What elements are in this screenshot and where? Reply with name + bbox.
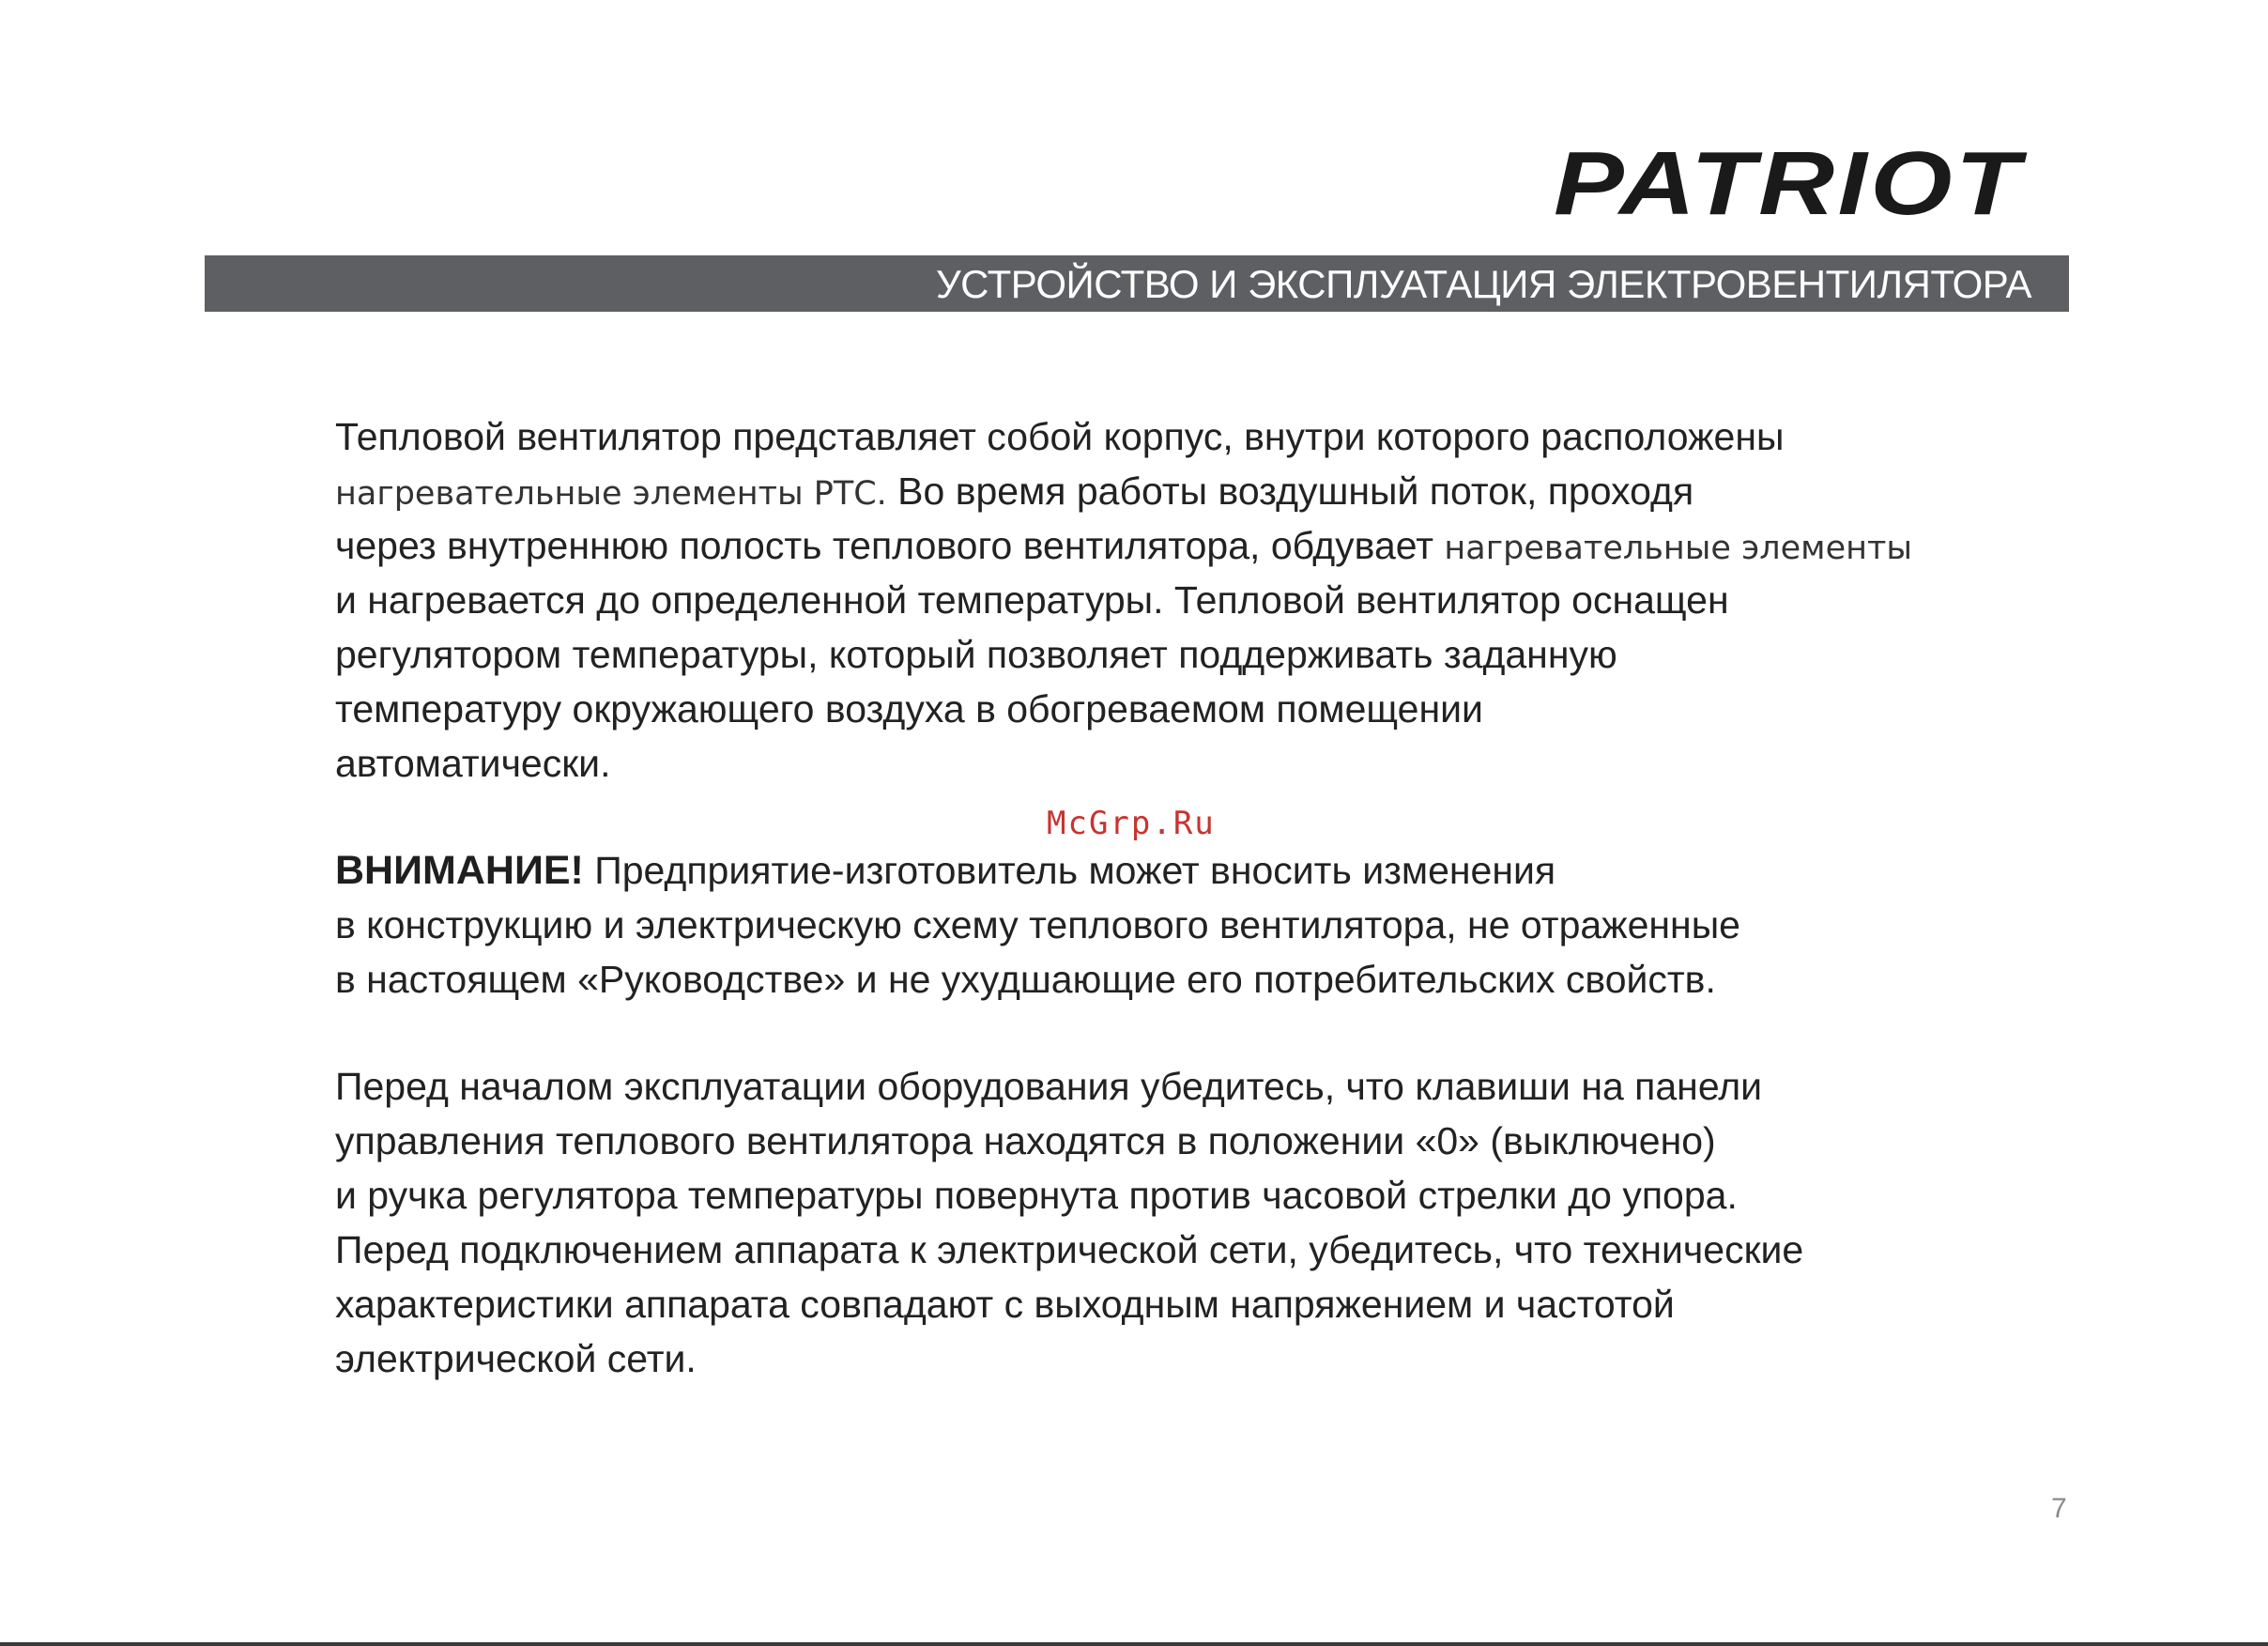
intro-line-3-start: через внутреннюю полость теплового вентилятора, обдувает [335,524,1445,567]
patriot-logo-image [1549,141,2028,225]
intro-line-3-term: нагревательные элементы [1444,530,1913,567]
bottom-divider [0,1642,2268,1646]
warning-line-1 [335,843,1740,898]
intro-line-7: автоматически. [335,742,611,785]
intro-paragraph [335,409,1912,791]
intro-line-6: температуру окружающего воздуха в обогреваемом помещении [335,687,1483,731]
section-header-bar [205,255,2069,312]
warning-line-2: в конструкцию и электрическую схему теплового вентилятора, не отраженные [335,903,1740,946]
instructions-line-5: характеристики аппарата совпадают с выходным напряжением и частотой [335,1283,1675,1326]
instructions-line-6: электрической сети. [335,1337,697,1380]
intro-line-5: регулятором температуры, который позволяет поддерживать заданную [335,633,1617,676]
page-number: 7 [2051,1493,2067,1524]
intro-line-2 [335,464,1912,518]
patriot-logo [1549,141,2028,225]
warning-paragraph [335,843,1740,1007]
instructions-line-1: Перед началом эксплуатации оборудования убедитесь, что клавиши на панели [335,1065,1763,1108]
instructions-paragraph [335,1059,1803,1386]
warning-line-1-text: Предприятие-изготовитель может вносить изменения [583,849,1556,892]
watermark: McGrp.Ru [1047,805,1216,842]
intro-line-2-term: нагревательные элементы РТС. [335,475,887,513]
section-title: УСТРОЙСТВО И ЭКСПЛУАТАЦИЯ ЭЛЕКТРОВЕНТИЛЯТОРА [935,262,2031,306]
intro-line-2-rest: Во время работы воздушный поток, проходя [886,469,1694,513]
instructions-line-2: управления теплового вентилятора находятся в положении «0» (выключено) [335,1119,1716,1162]
intro-line-3 [335,518,1912,573]
intro-line-1: Тепловой вентилятор представляет собой корпус, внутри которого расположены [335,415,1785,458]
instructions-line-4: Перед подключением аппарата к электрической сети, убедитесь, что технические [335,1228,1804,1271]
warning-label: ВНИМАНИЕ! [335,848,584,893]
intro-line-4: и нагревается до определенной температуры. Тепловой вентилятор оснащен [335,578,1729,622]
instructions-line-3: и ручка регулятора температуры повернута против часовой стрелки до упора. [335,1174,1738,1217]
warning-line-3: в настоящем «Руководстве» и не ухудшающие его потребительских свойств. [335,958,1716,1001]
logo-text: PATRIOT [1554,141,2028,225]
